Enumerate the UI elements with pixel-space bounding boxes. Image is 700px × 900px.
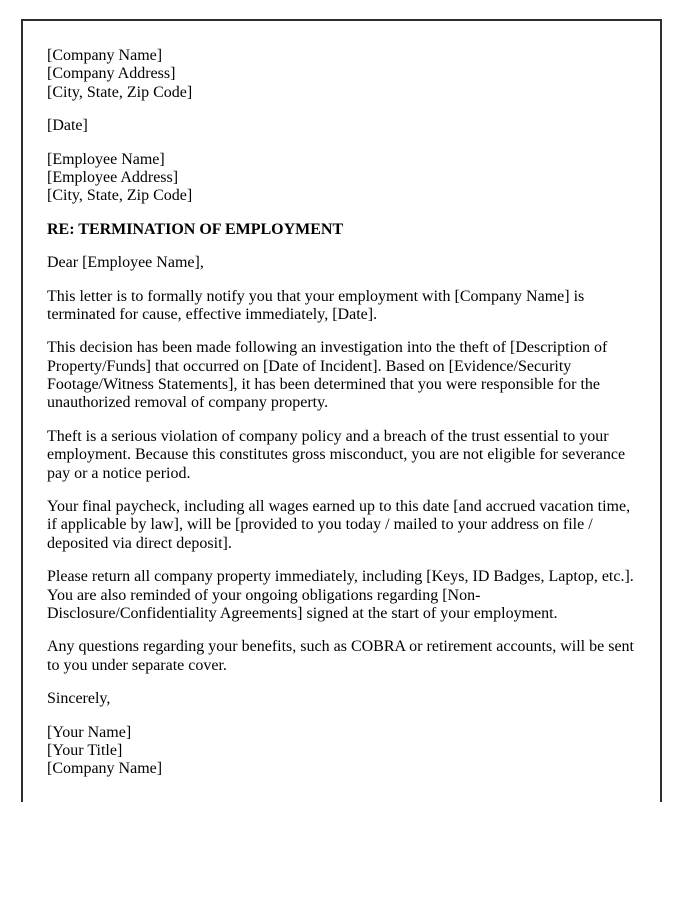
letter-page (21, 19, 662, 802)
signature-company-name: [Company Name] (47, 760, 163, 778)
body-paragraph-notification: This letter is to formally notify you that your employment with [Company Name] is terminated for cause, effective immediately, [Date]. (47, 287, 585, 323)
closing: Sincerely, (47, 690, 111, 708)
body-paragraph-policy-violation: Theft is a serious violation of company policy and a breach of the trust essential to your employment. Because this constitutes gross misconduct, you are not eligible for severance pay or a notice period. (47, 427, 626, 482)
recipient-employee-name: [Employee Name] (47, 150, 165, 168)
sender-address-block (47, 47, 634, 102)
subject-line: RE: TERMINATION OF EMPLOYMENT (47, 220, 344, 238)
body-paragraph-benefits: Any questions regarding your benefits, such as COBRA or retirement accounts, will be sent to you under separate cover. (47, 638, 634, 674)
sender-city-state-zip: [City, State, Zip Code] (47, 83, 193, 101)
sender-company-address: [Company Address] (47, 65, 176, 83)
signature-your-name: [Your Name] (47, 723, 132, 741)
body-paragraph-investigation: This decision has been made following an investigation into the theft of [Description of Property/Funds] that occurred on [Date of Incident]. Based on [Evidence/Security Footage/Witness Statements], it has been determined that you were responsible for the unauthorized removal of company property. (47, 339, 608, 412)
signature-block (47, 724, 634, 779)
salutation: Dear [Employee Name], (47, 254, 204, 272)
sender-company-name: [Company Name] (47, 47, 163, 64)
recipient-city-state-zip: [City, State, Zip Code] (47, 187, 193, 205)
signature-your-title: [Your Title] (47, 741, 123, 759)
body-paragraph-final-paycheck: Your final paycheck, including all wages earned up to this date [and accrued vacation time, if applicable by law], will be [provided to you today / mailed to your address on file / deposited via direct deposit]. (47, 498, 631, 552)
recipient-employee-address: [Employee Address] (47, 168, 179, 186)
recipient-address-block (47, 151, 634, 206)
body-paragraph-property-return: Please return all company property immediately, including [Keys, ID Badges, Laptop, etc.]. You are also reminded of your ongoing obligations regarding [Non-Disclosure/Confidentiality Agreements] signed at the start of your employment. (47, 568, 634, 622)
letter-date: [Date] (47, 117, 88, 135)
